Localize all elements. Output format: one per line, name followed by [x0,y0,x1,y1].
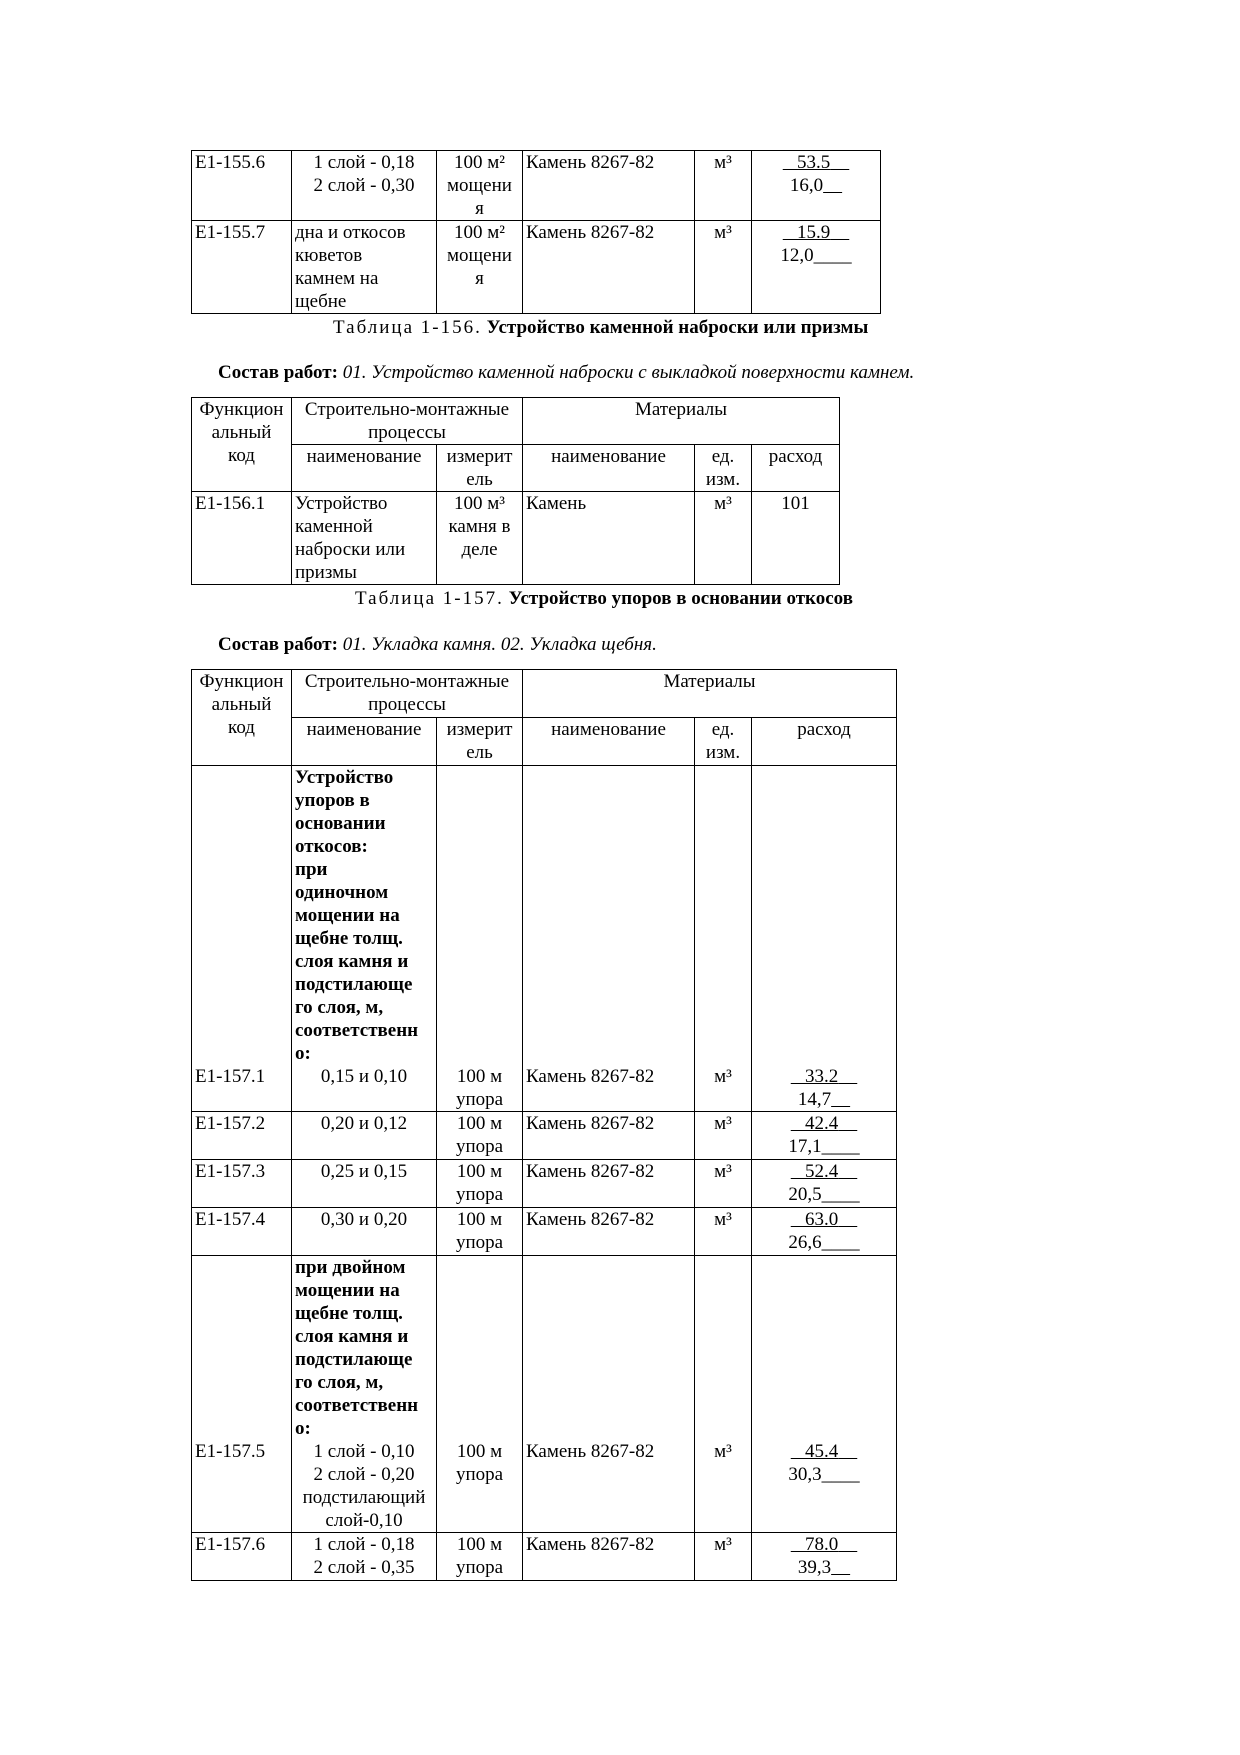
table-row [192,1208,897,1256]
measure-line: 100 м [456,1534,503,1555]
group-line: подстилающе [295,974,413,995]
name-line: подстилающий [302,1487,426,1508]
material-cell: Камень [523,492,695,585]
material-cell: Камень 8267-82 [523,151,695,221]
material-cell: Камень 8267-82 [523,221,695,314]
measure-line: упора [455,1232,504,1253]
material-cell: Камень 8267-82 [523,766,695,1112]
group-line: го слоя, м, [295,997,384,1018]
code-cell: Е1-157.4 [192,1208,292,1256]
caption-title: Устройство упоров в основании откосов [508,588,853,609]
measure-cell [437,492,523,585]
code-cell: Е1-157.2 [192,1112,292,1160]
table-row [192,1160,897,1208]
name-cell [292,1533,437,1581]
group-line: одиночном [295,882,389,903]
measure-line: я [475,268,484,289]
unit-cell: м³ [695,1256,752,1533]
name-line: 0,15 и 0,10 [320,1066,408,1087]
group-line: основании [295,813,386,834]
qty-cell [752,1533,897,1581]
measure-line: 100 м [456,1066,503,1087]
group-line: подстилающе [295,1349,413,1370]
name-cell: 0,25 и 0,15 [292,1160,437,1208]
qty-denominator: 17,1____ [788,1136,860,1157]
processes-header: Строительно-монтажные процессы [292,670,523,718]
table-row [192,151,881,221]
qty-denominator: 12,0____ [780,245,852,266]
material-cell: Камень 8267-82 [523,1533,695,1581]
table-row [192,766,897,1112]
measure-line: 100 м [456,1441,503,1462]
name-line: камнем на [295,268,379,289]
group-line: о: [295,1043,311,1064]
table-row [192,1533,897,1581]
qty-cell [752,766,897,1112]
caption-label: Таблица 1-156. [333,317,482,338]
measure-line: 100 м [456,1113,503,1134]
header-line: альный [211,422,272,443]
name-cell [292,766,437,1112]
name-line: 2 слой - 0,35 [313,1557,415,1578]
work-label: Состав работ: [218,362,338,383]
measure-cell [437,1533,523,1581]
table-top [191,150,881,314]
table-row [192,221,881,314]
materials-header: Материалы [523,670,897,718]
group-heading [295,766,433,1065]
measure-cell [437,1112,523,1160]
measure-line: упора [455,1136,504,1157]
processes-header: Строительно-монтажные процессы [292,398,523,445]
qty-numerator: 63.0 [805,1209,839,1230]
code-header [192,398,292,492]
name-cell [292,221,437,314]
qty-denominator: 14,7 [797,1089,832,1110]
table-row [192,1256,897,1533]
measure-line: 100 м [456,1161,503,1182]
group-line: го слоя, м, [295,1372,384,1393]
group-line: щебне толщ. [295,1303,403,1324]
name-line: 2 слой - 0,20 [313,1464,415,1485]
unit-cell: м³ [695,1112,752,1160]
qty-numerator: 33.2 [805,1066,839,1087]
name-line: 2 слой - 0,30 [313,175,415,196]
code-cell: Е1-157.5 [192,1256,292,1533]
header-line: альный [211,694,272,715]
group-line: откосов: [295,836,368,857]
name-header: наименование [292,445,437,492]
material-cell: Камень 8267-82 [523,1112,695,1160]
code-cell: Е1-157.1 [192,766,292,1112]
group-line: Устройство [295,767,394,788]
qty-numerator: 42.4 [805,1113,839,1134]
header-row [192,718,897,766]
name-line: кюветов [295,245,363,266]
table-row [192,492,840,585]
measure-cell [437,221,523,314]
work-text: 01. Укладка камня. 02. Укладка щебня. [342,634,657,655]
table-157-caption [355,587,853,610]
qty-denominator: 39,3 [797,1557,832,1578]
measure-cell [437,1256,523,1533]
material-cell: Камень 8267-82 [523,1208,695,1256]
unit-cell: м³ [695,766,752,1112]
name-header: наименование [292,718,437,766]
table-157 [191,669,897,1581]
unit-cell: м³ [695,221,752,314]
header-line: изм. [705,469,741,490]
header-line: измерит [446,446,513,467]
name-line: слой-0,10 [325,1510,403,1531]
table-156-caption [333,316,868,339]
name-cell [292,492,437,585]
work-text: 01. Устройство каменной наброски с выкладкой поверхности камнем. [342,362,915,383]
header-line: изм. [705,742,741,763]
qty-cell [752,1160,897,1208]
material-cell: Камень 8267-82 [523,1160,695,1208]
code-cell: Е1-155.6 [192,151,292,221]
qty-cell [752,1112,897,1160]
qty-numerator: 52.4 [805,1161,839,1182]
qty-denominator: 20,5____ [788,1184,860,1205]
name-cell [292,151,437,221]
qty-header: расход [752,718,897,766]
measure-header [437,445,523,492]
measure-cell [437,766,523,1112]
name-cell: 0,20 и 0,12 [292,1112,437,1160]
name-line: щебне [295,291,347,312]
name-cell [292,1256,437,1533]
qty-cell [752,1256,897,1533]
group-line: слоя камня и [295,951,409,972]
qty-numerator: 78.0 [805,1534,839,1555]
measure-cell [437,151,523,221]
unit-cell: м³ [695,492,752,585]
measure-line: 100 м² [454,152,505,173]
header-row [192,398,840,445]
header-line: ед. [711,446,735,467]
measure-cell [437,1208,523,1256]
group-line: соответственн [295,1395,419,1416]
group-line: щебне толщ. [295,928,403,949]
name-line: Устройство [295,493,388,514]
material-name-header: наименование [523,718,695,766]
group-line: мощении на [295,905,400,926]
measure-line: мощени [447,245,512,266]
material-cell: Камень 8267-82 [523,1256,695,1533]
table-row [192,1112,897,1160]
caption-title: Устройство каменной наброски или призмы [486,317,869,338]
group-line: упоров в [295,790,370,811]
header-line: Функцион [199,671,284,692]
qty-cell [752,151,881,221]
header-line: код [228,445,255,466]
measure-line: упора [455,1184,504,1205]
header-line: ель [466,469,493,490]
measure-line: 100 м [456,1209,503,1230]
group-heading [295,1256,433,1440]
qty-denominator: 30,3____ [788,1464,860,1485]
measure-line: 100 м² [454,222,505,243]
group-line: при двойном [295,1257,406,1278]
code-cell: Е1-156.1 [192,492,292,585]
measure-cell [437,1160,523,1208]
measure-line: 100 м³ [454,493,505,514]
unit-cell: м³ [695,1533,752,1581]
code-header [192,670,292,766]
group-line: мощении на [295,1280,400,1301]
name-lines [295,1440,433,1532]
name-line: каменной [295,516,373,537]
group-line: при [295,859,328,880]
qty-denominator: 16,0 [789,175,824,196]
qty-cell [752,1208,897,1256]
measure-line: упора [455,1089,504,1110]
header-line: ед. [711,719,735,740]
header-line: код [228,717,255,738]
unit-header [695,445,752,492]
code-cell: Е1-157.3 [192,1160,292,1208]
header-line: Функцион [199,399,284,420]
measure-line: мощени [447,175,512,196]
unit-cell: м³ [695,1208,752,1256]
name-line: дна и откосов [295,222,406,243]
qty-numerator: 15.9 [797,222,831,243]
measure-line: деле [461,539,498,560]
table-156 [191,397,840,585]
table-156-work-note [218,361,914,384]
name-line: 1 слой - 0,18 [313,152,415,173]
unit-header [695,718,752,766]
group-line: о: [295,1418,311,1439]
qty-numerator: 45.4 [805,1441,839,1462]
measure-line: я [475,198,484,219]
code-cell: Е1-155.7 [192,221,292,314]
name-line: 1 слой - 0,10 [313,1441,415,1462]
header-row [192,670,897,718]
name-cell: 0,30 и 0,20 [292,1208,437,1256]
material-name-header: наименование [523,445,695,492]
qty-cell: 101 [752,492,840,585]
measure-line: камня в [448,516,511,537]
name-line: наброски или [295,539,406,560]
measure-header [437,718,523,766]
caption-label: Таблица 1-157. [355,588,504,609]
group-line: соответственн [295,1020,419,1041]
qty-numerator: 53.5 [797,152,831,173]
header-line: измерит [446,719,513,740]
code-cell: Е1-157.6 [192,1533,292,1581]
name-line: 1 слой - 0,18 [313,1534,415,1555]
group-line: слоя камня и [295,1326,409,1347]
work-label: Состав работ: [218,634,338,655]
materials-header: Материалы [523,398,840,445]
measure-line: упора [455,1557,504,1578]
unit-cell: м³ [695,151,752,221]
qty-denominator: 26,6____ [788,1232,860,1253]
measure-line: упора [455,1464,504,1485]
header-line: ель [466,742,493,763]
qty-cell [752,221,881,314]
unit-cell: м³ [695,1160,752,1208]
qty-header: расход [752,445,840,492]
name-line: призмы [295,562,357,583]
table-157-work-note [218,633,657,656]
